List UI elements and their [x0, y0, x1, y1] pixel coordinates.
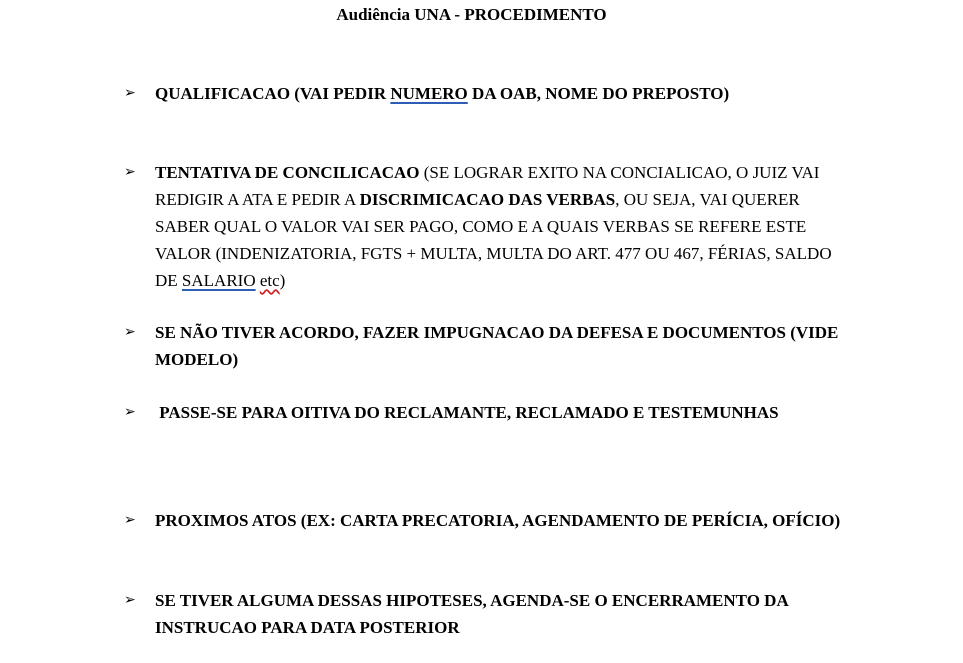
list-item — [124, 507, 844, 534]
arrow-bullet-icon: ➢ — [124, 164, 136, 180]
arrow-bullet-icon: ➢ — [124, 592, 136, 608]
list-item — [124, 80, 844, 107]
list-item-text: PASSE-SE PARA OITIVA DO RECLAMANTE, RECLAMADO E TESTEMUNHAS — [155, 403, 779, 422]
arrow-bullet-icon: ➢ — [124, 85, 136, 101]
page-title: Audiência UNA - PROCEDIMENTO — [336, 5, 607, 24]
list-item-text: PROXIMOS ATOS (EX: CARTA PRECATORIA, AGENDAMENTO DE PERÍCIA, OFÍCIO) — [155, 511, 841, 530]
list-item — [124, 399, 844, 426]
list-item-text: SE NÃO TIVER ACORDO, FAZER IMPUGNACAO DA DEFESA E DOCUMENTOS (VIDE MODELO) — [155, 323, 839, 369]
list-item — [124, 319, 844, 373]
arrow-bullet-icon: ➢ — [124, 512, 136, 528]
list-item-text: TENTATIVA DE CONCILICACAO (SE LOGRAR EXITO NA CONCIALICAO, O JUIZ VAI REDIGIR A ATA E PEDIR A DISCRIMICACAO DAS VERBAS, OU SEJA, VAI QUERER SABER QUAL O VALOR VAI SER PAGO, COMO E A QUAIS VERBAS SE REFERE ESTE VALOR (INDENIZATORIA, FGTS + MULTA, MULTA DO ART. 477 OU 467, FÉRIAS, SALDO DE SALARIO etc) — [155, 163, 832, 290]
arrow-bullet-icon: ➢ — [124, 324, 136, 340]
spellcheck-misspelled-word[interactable]: etc — [259, 271, 280, 290]
arrow-bullet-icon: ➢ — [124, 404, 136, 420]
list-item — [124, 159, 844, 294]
list-item-text: SE TIVER ALGUMA DESSAS HIPOTESES, AGENDA-SE O ENCERRAMENTO DA INSTRUCAO PARA DATA POSTERIOR — [155, 591, 788, 637]
list-item-text: QUALIFICACAO (VAI PEDIR NUMERO DA OAB, NOME DO PREPOSTO) — [155, 84, 730, 103]
spellcheck-underlined-word[interactable]: SALARIO — [181, 271, 256, 290]
spellcheck-underlined-word[interactable]: NUMERO — [390, 84, 468, 103]
list-item — [124, 587, 844, 641]
